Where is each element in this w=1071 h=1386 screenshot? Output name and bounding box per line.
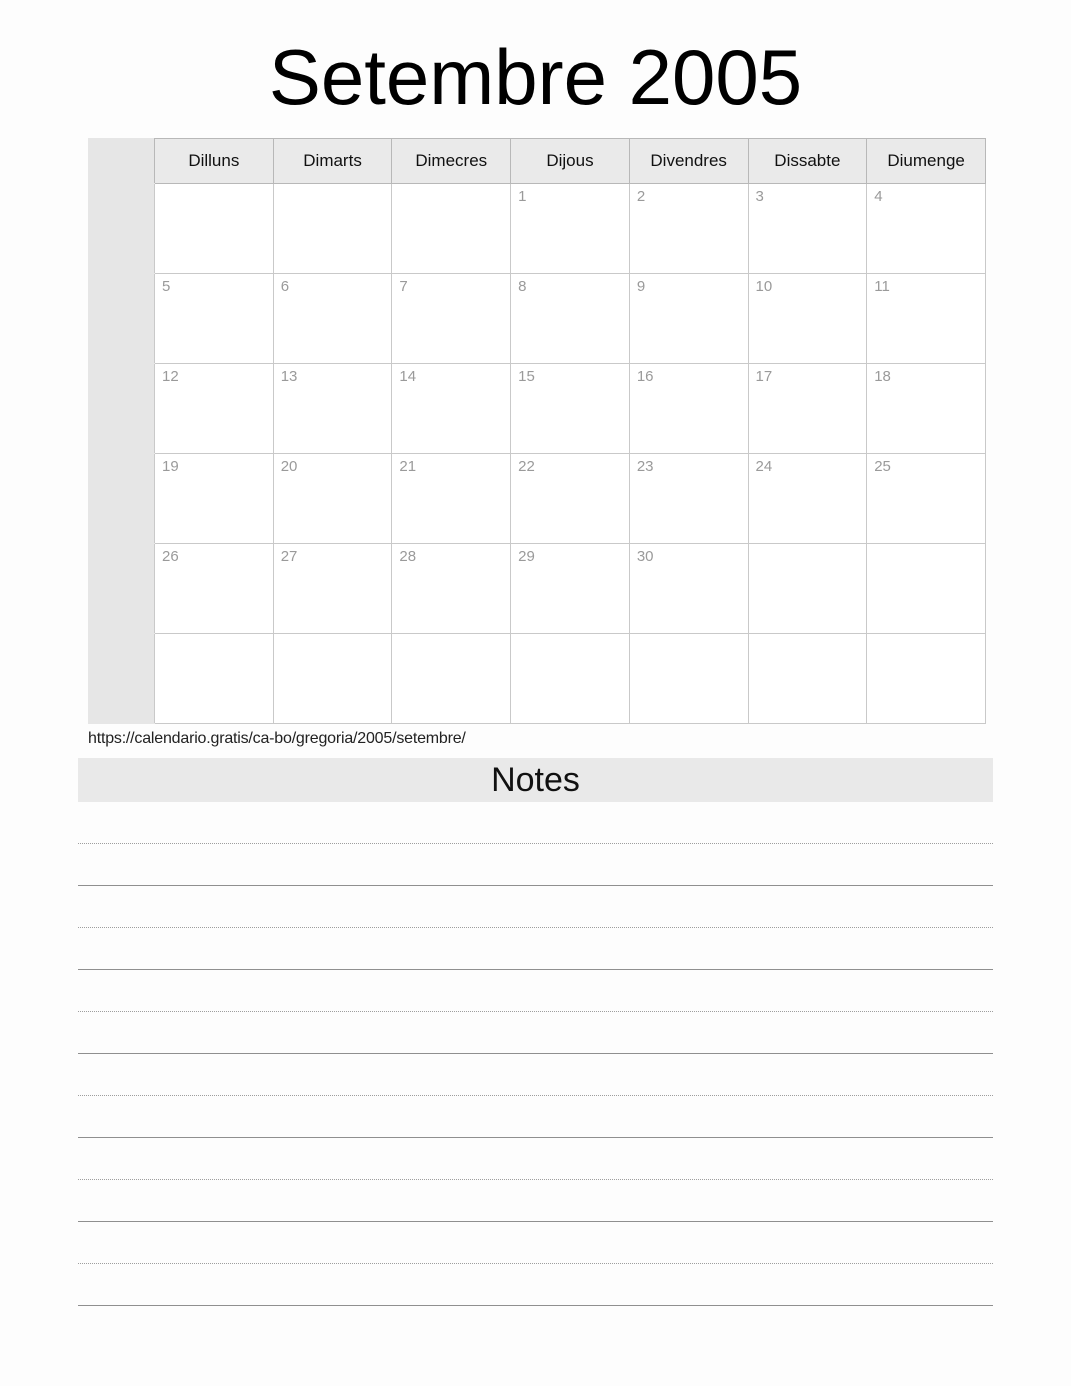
- day-cell[interactable]: [392, 364, 511, 454]
- day-cell[interactable]: [273, 364, 392, 454]
- day-number: 28: [399, 548, 417, 565]
- day-cell[interactable]: [273, 634, 392, 724]
- weekday-header-monday: Dilluns: [155, 139, 274, 184]
- day-cell[interactable]: [748, 364, 867, 454]
- day-number: 18: [874, 368, 891, 385]
- day-number: 10: [755, 278, 773, 295]
- week-gutter-cell: [89, 364, 155, 454]
- day-cell[interactable]: [155, 544, 274, 634]
- day-number: 1: [518, 188, 527, 205]
- day-cell[interactable]: [629, 454, 748, 544]
- day-cell[interactable]: [392, 184, 511, 274]
- day-cell[interactable]: [629, 364, 748, 454]
- day-number: 27: [280, 548, 298, 565]
- calendar-week-row: [89, 634, 986, 724]
- week-gutter-cell: [89, 274, 155, 364]
- day-number: 29: [518, 548, 535, 565]
- day-number: 20: [280, 458, 298, 475]
- day-cell[interactable]: [867, 364, 986, 454]
- day-cell[interactable]: [748, 634, 867, 724]
- day-number: 19: [162, 458, 179, 475]
- day-number: 5: [162, 278, 171, 295]
- day-cell[interactable]: [155, 274, 274, 364]
- day-cell[interactable]: [155, 364, 274, 454]
- day-cell[interactable]: [867, 634, 986, 724]
- day-cell[interactable]: [155, 454, 274, 544]
- calendar-header-row: [89, 139, 986, 184]
- day-cell[interactable]: [273, 184, 392, 274]
- day-cell[interactable]: [629, 274, 748, 364]
- day-number: 12: [162, 368, 179, 385]
- week-gutter-cell: [89, 544, 155, 634]
- day-number: 16: [636, 368, 654, 385]
- note-line[interactable]: [78, 1012, 993, 1054]
- day-number: 26: [162, 548, 179, 565]
- day-cell[interactable]: [629, 184, 748, 274]
- day-number: 2: [636, 188, 646, 205]
- page-title: Setembre 2005: [268, 33, 803, 121]
- note-line[interactable]: [78, 1054, 993, 1096]
- day-number: 7: [399, 278, 408, 295]
- day-cell[interactable]: [867, 454, 986, 544]
- day-cell[interactable]: [392, 274, 511, 364]
- day-number: 13: [280, 368, 298, 385]
- day-number: 17: [755, 368, 773, 385]
- day-cell[interactable]: [867, 274, 986, 364]
- notes-heading: Notes: [78, 758, 993, 802]
- day-cell[interactable]: [392, 544, 511, 634]
- day-cell[interactable]: [511, 364, 630, 454]
- day-number: 24: [755, 458, 773, 475]
- day-number: 23: [636, 458, 654, 475]
- day-cell[interactable]: [511, 274, 630, 364]
- day-cell[interactable]: [511, 454, 630, 544]
- day-number: 3: [755, 188, 764, 205]
- day-cell[interactable]: [155, 184, 274, 274]
- note-line[interactable]: [78, 928, 993, 970]
- calendar-week-gutter-header: [89, 139, 155, 184]
- day-number: 21: [399, 458, 417, 475]
- note-line[interactable]: [78, 1138, 993, 1180]
- day-number: 15: [518, 368, 535, 385]
- day-cell[interactable]: [392, 634, 511, 724]
- day-cell[interactable]: [273, 454, 392, 544]
- week-gutter-cell: [89, 634, 155, 724]
- day-cell[interactable]: [629, 544, 748, 634]
- calendar-body: [89, 184, 986, 724]
- note-line[interactable]: [78, 844, 993, 886]
- day-number: 9: [636, 278, 646, 295]
- day-number: 8: [518, 278, 527, 295]
- calendar-week-row: [89, 364, 986, 454]
- day-cell[interactable]: [629, 634, 748, 724]
- day-cell[interactable]: [273, 544, 392, 634]
- day-cell[interactable]: [748, 184, 867, 274]
- day-cell[interactable]: [511, 634, 630, 724]
- day-cell[interactable]: [748, 274, 867, 364]
- calendar-week-row: [89, 454, 986, 544]
- calendar-week-row: [89, 544, 986, 634]
- source-url[interactable]: https://calendario.gratis/ca-bo/gregoria/2005/setembre/: [88, 730, 466, 747]
- note-line[interactable]: [78, 886, 993, 928]
- note-line[interactable]: [78, 1180, 993, 1222]
- day-cell[interactable]: [155, 634, 274, 724]
- day-number: 14: [399, 368, 417, 385]
- weekday-header-thursday: Dijous: [511, 139, 630, 184]
- week-gutter-cell: [89, 454, 155, 544]
- weekday-header-friday: Divendres: [629, 139, 748, 184]
- day-number: 11: [874, 278, 890, 295]
- day-cell[interactable]: [748, 454, 867, 544]
- day-number: 4: [874, 188, 883, 205]
- weekday-header-sunday: Diumenge: [867, 139, 986, 184]
- calendar-week-row: [89, 274, 986, 364]
- day-cell[interactable]: [867, 184, 986, 274]
- day-number: 22: [518, 458, 535, 475]
- note-line[interactable]: [78, 970, 993, 1012]
- day-cell[interactable]: [273, 274, 392, 364]
- day-number: 6: [280, 278, 290, 295]
- calendar-week-row: [89, 184, 986, 274]
- weekday-header-wednesday: Dimecres: [392, 139, 511, 184]
- note-line[interactable]: [78, 802, 993, 844]
- notes-lines[interactable]: [78, 802, 993, 1306]
- note-line[interactable]: [78, 1096, 993, 1138]
- day-cell[interactable]: [392, 454, 511, 544]
- day-number: 30: [636, 548, 654, 565]
- day-cell[interactable]: [511, 184, 630, 274]
- day-cell[interactable]: [511, 544, 630, 634]
- day-number: 25: [874, 458, 891, 475]
- note-line[interactable]: [78, 1264, 993, 1306]
- weekday-header-tuesday: Dimarts: [273, 139, 392, 184]
- calendar-table: [88, 138, 986, 724]
- week-gutter-cell: [89, 184, 155, 274]
- calendar-container: [88, 138, 983, 724]
- weekday-header-saturday: Dissabte: [748, 139, 867, 184]
- day-cell[interactable]: [748, 544, 867, 634]
- note-line[interactable]: [78, 1222, 993, 1264]
- day-cell[interactable]: [867, 544, 986, 634]
